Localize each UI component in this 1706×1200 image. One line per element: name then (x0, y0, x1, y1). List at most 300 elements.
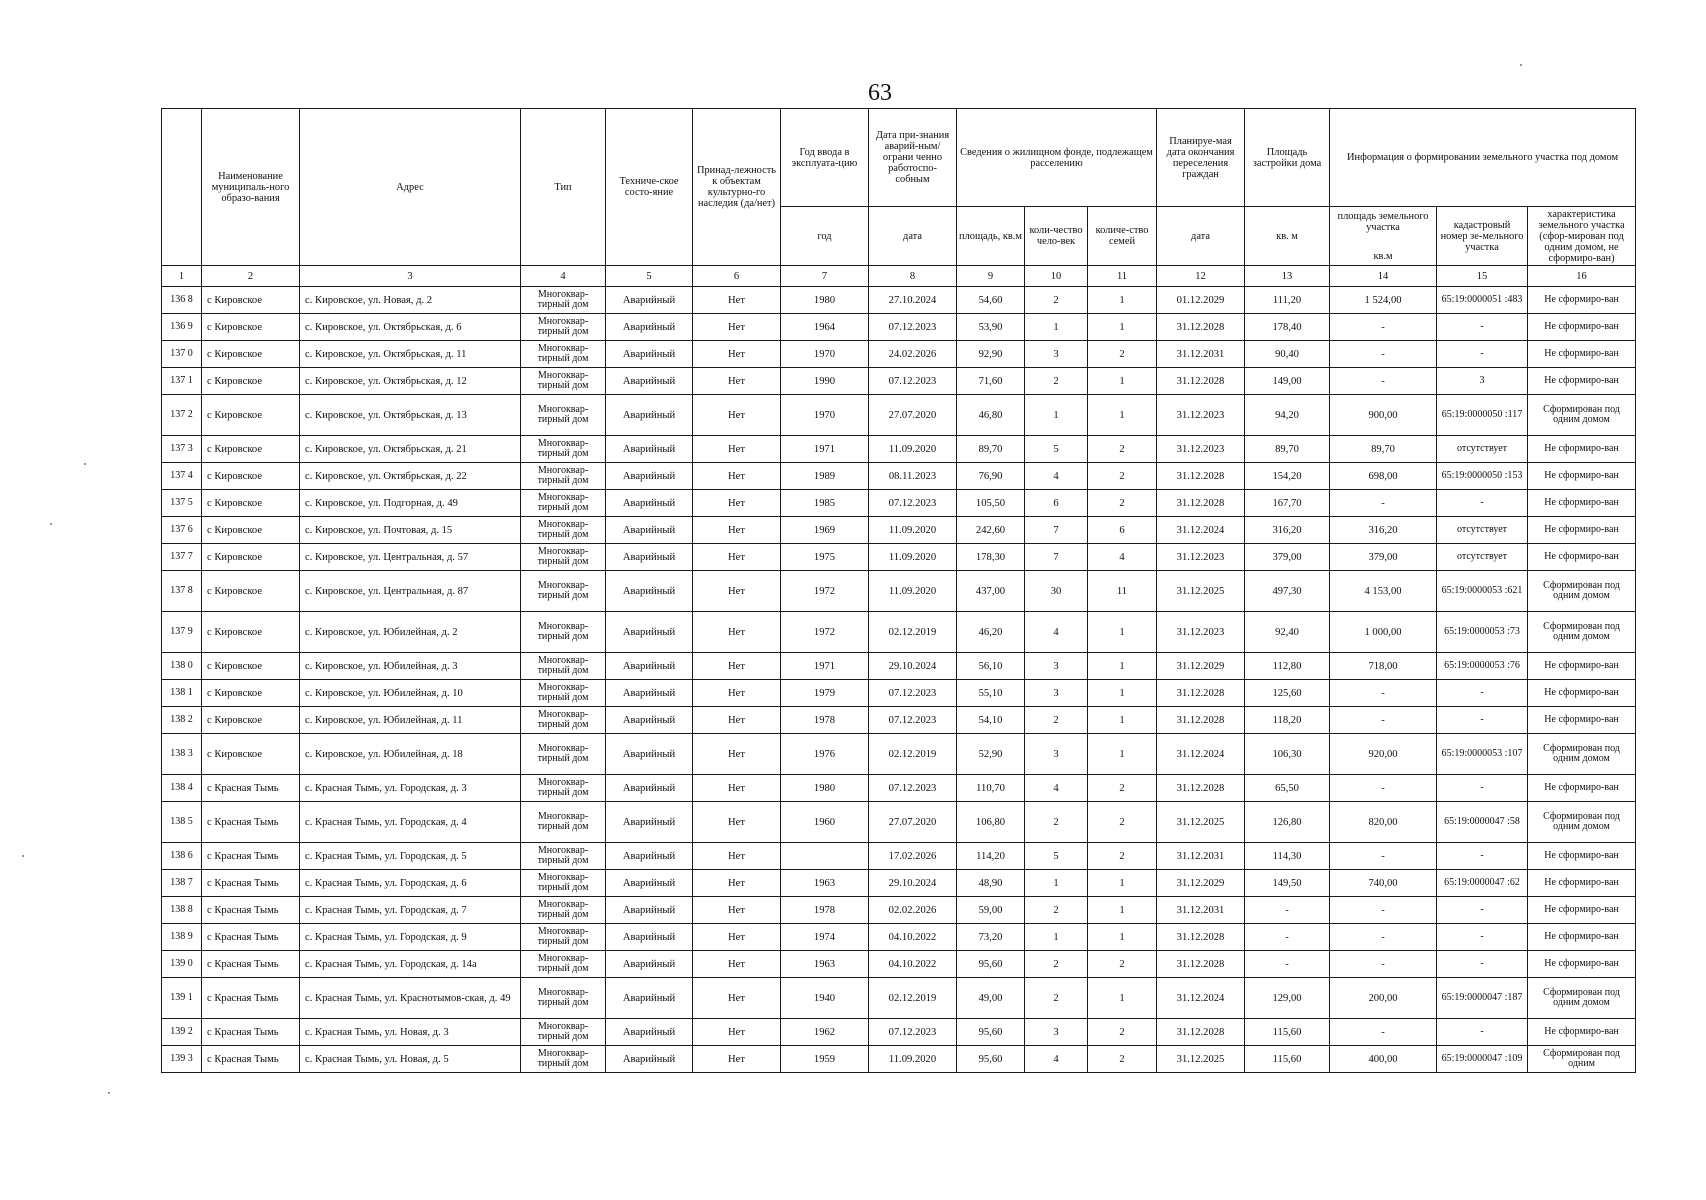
building-area-cell: 115,60 (1245, 1019, 1330, 1046)
land-characteristic-cell: Не сформиро-ван (1528, 775, 1636, 802)
emergency-date-cell: 07.12.2023 (869, 490, 957, 517)
land-characteristic-cell: Сформирован под одним домом (1528, 802, 1636, 843)
municipality-cell: с Красная Тымь (202, 775, 300, 802)
fund-families-cell: 1 (1088, 287, 1157, 314)
header-land-area-unit: кв.м (1373, 250, 1393, 262)
commission-year-cell: 1964 (781, 314, 869, 341)
header-heritage: Принад-лежность к объектам культурно-го наследия (да/нет) (693, 109, 781, 266)
row-number-cell: 138 6 (162, 843, 202, 870)
row-number-cell: 139 2 (162, 1019, 202, 1046)
column-number: 15 (1437, 266, 1528, 287)
municipality-cell: с Кировское (202, 490, 300, 517)
row-number-cell: 137 0 (162, 341, 202, 368)
housing-register (161, 108, 1635, 1073)
scan-speck (22, 855, 24, 857)
column-number: 7 (781, 266, 869, 287)
resettlement-date-cell: 31.12.2023 (1157, 544, 1245, 571)
address-cell: с. Кировское, ул. Октябрьская, д. 21 (300, 436, 521, 463)
table-row (162, 571, 1636, 612)
land-area-cell: - (1330, 341, 1437, 368)
commission-year-cell: 1972 (781, 612, 869, 653)
emergency-date-cell: 27.07.2020 (869, 802, 957, 843)
column-number: 11 (1088, 266, 1157, 287)
municipality-cell: с Кировское (202, 436, 300, 463)
technical-state-cell: Аварийный (606, 490, 693, 517)
resettlement-date-cell: 31.12.2028 (1157, 680, 1245, 707)
type-cell: Многоквар-тирный дом (521, 897, 606, 924)
cadastral-number-cell: 65:19:0000047 :187 (1437, 978, 1528, 1019)
fund-people-cell: 3 (1025, 653, 1088, 680)
building-area-cell: - (1245, 897, 1330, 924)
heritage-cell: Нет (693, 870, 781, 897)
fund-area-cell: 71,60 (957, 368, 1025, 395)
header-fund-families: количе-ство семей (1088, 207, 1157, 266)
resettlement-date-cell: 31.12.2028 (1157, 775, 1245, 802)
fund-area-cell: 105,50 (957, 490, 1025, 517)
row-number-cell: 136 8 (162, 287, 202, 314)
municipality-cell: с Красная Тымь (202, 802, 300, 843)
heritage-cell: Нет (693, 517, 781, 544)
emergency-date-cell: 11.09.2020 (869, 1046, 957, 1073)
land-area-cell: - (1330, 1019, 1437, 1046)
building-area-cell: 167,70 (1245, 490, 1330, 517)
resettlement-date-cell: 31.12.2028 (1157, 951, 1245, 978)
municipality-cell: с Кировское (202, 368, 300, 395)
land-characteristic-cell: Не сформиро-ван (1528, 544, 1636, 571)
resettlement-date-cell: 31.12.2028 (1157, 463, 1245, 490)
heritage-cell: Нет (693, 436, 781, 463)
building-area-cell: 92,40 (1245, 612, 1330, 653)
cadastral-number-cell: 65:19:0000053 :621 (1437, 571, 1528, 612)
fund-families-cell: 1 (1088, 707, 1157, 734)
type-cell: Многоквар-тирный дом (521, 490, 606, 517)
building-area-cell: 90,40 (1245, 341, 1330, 368)
land-area-cell: 400,00 (1330, 1046, 1437, 1073)
type-cell: Многоквар-тирный дом (521, 870, 606, 897)
fund-families-cell: 6 (1088, 517, 1157, 544)
emergency-date-cell: 29.10.2024 (869, 653, 957, 680)
commission-year-cell: 1980 (781, 775, 869, 802)
table-header (162, 109, 1636, 287)
header-building-area: Площадь застройки дома (1245, 109, 1330, 207)
technical-state-cell: Аварийный (606, 436, 693, 463)
header-housing-fund: Сведения о жилищном фонде, подлежащем расселению (957, 109, 1157, 207)
address-cell: с. Красная Тымь, ул. Городская, д. 7 (300, 897, 521, 924)
address-cell: с. Кировское, ул. Октябрьская, д. 11 (300, 341, 521, 368)
resettlement-date-cell: 31.12.2029 (1157, 653, 1245, 680)
table-row (162, 612, 1636, 653)
cadastral-number-cell: - (1437, 775, 1528, 802)
row-number-cell: 137 4 (162, 463, 202, 490)
column-number: 2 (202, 266, 300, 287)
heritage-cell: Нет (693, 490, 781, 517)
fund-area-cell: 53,90 (957, 314, 1025, 341)
land-characteristic-cell: Не сформиро-ван (1528, 707, 1636, 734)
land-characteristic-cell: Сформирован под одним домом (1528, 734, 1636, 775)
fund-people-cell: 7 (1025, 517, 1088, 544)
row-number-cell: 138 7 (162, 870, 202, 897)
column-number: 14 (1330, 266, 1437, 287)
row-number-cell: 137 6 (162, 517, 202, 544)
header-fund-people: коли-чество чело-век (1025, 207, 1088, 266)
row-number-cell: 137 8 (162, 571, 202, 612)
land-characteristic-cell: Не сформиро-ван (1528, 951, 1636, 978)
cadastral-number-cell: - (1437, 680, 1528, 707)
scan-speck (1520, 64, 1522, 66)
address-cell: с. Красная Тымь, ул. Городская, д. 6 (300, 870, 521, 897)
building-area-cell: 129,00 (1245, 978, 1330, 1019)
emergency-date-cell: 02.12.2019 (869, 978, 957, 1019)
header-resettlement-unit: дата (1157, 207, 1245, 266)
row-number-cell: 137 2 (162, 395, 202, 436)
row-number-cell: 138 8 (162, 897, 202, 924)
technical-state-cell: Аварийный (606, 870, 693, 897)
type-cell: Многоквар-тирный дом (521, 544, 606, 571)
fund-people-cell: 4 (1025, 1046, 1088, 1073)
column-number: 8 (869, 266, 957, 287)
fund-area-cell: 54,10 (957, 707, 1025, 734)
building-area-cell: 126,80 (1245, 802, 1330, 843)
cadastral-number-cell: отсутствует (1437, 517, 1528, 544)
commission-year-cell: 1971 (781, 436, 869, 463)
fund-area-cell: 54,60 (957, 287, 1025, 314)
type-cell: Многоквар-тирный дом (521, 775, 606, 802)
fund-area-cell: 73,20 (957, 924, 1025, 951)
row-number-cell: 139 3 (162, 1046, 202, 1073)
heritage-cell: Нет (693, 707, 781, 734)
fund-people-cell: 1 (1025, 924, 1088, 951)
address-cell: с. Кировское, ул. Октябрьская, д. 22 (300, 463, 521, 490)
building-area-cell: 497,30 (1245, 571, 1330, 612)
fund-area-cell: 95,60 (957, 1046, 1025, 1073)
commission-year-cell: 1975 (781, 544, 869, 571)
land-area-cell: - (1330, 951, 1437, 978)
emergency-date-cell: 07.12.2023 (869, 314, 957, 341)
address-cell: с. Кировское, ул. Юбилейная, д. 11 (300, 707, 521, 734)
header-address: Адрес (300, 109, 521, 266)
commission-year-cell: 1940 (781, 978, 869, 1019)
column-number: 13 (1245, 266, 1330, 287)
technical-state-cell: Аварийный (606, 612, 693, 653)
cadastral-number-cell: - (1437, 897, 1528, 924)
row-number-cell: 137 7 (162, 544, 202, 571)
land-area-cell: 900,00 (1330, 395, 1437, 436)
emergency-date-cell: 07.12.2023 (869, 707, 957, 734)
address-cell: с. Кировское, ул. Почтовая, д. 15 (300, 517, 521, 544)
fund-people-cell: 6 (1025, 490, 1088, 517)
table-row (162, 490, 1636, 517)
table-row (162, 924, 1636, 951)
cadastral-number-cell: 65:19:0000050 :117 (1437, 395, 1528, 436)
address-cell: с. Красная Тымь, ул. Краснотымов-ская, д. 49 (300, 978, 521, 1019)
address-cell: с. Кировское, ул. Юбилейная, д. 10 (300, 680, 521, 707)
table-row (162, 978, 1636, 1019)
resettlement-table (161, 108, 1636, 1073)
table-row (162, 463, 1636, 490)
column-number: 1 (162, 266, 202, 287)
resettlement-date-cell: 31.12.2023 (1157, 436, 1245, 463)
fund-families-cell: 1 (1088, 897, 1157, 924)
header-land-area (1330, 207, 1437, 266)
cadastral-number-cell: 65:19:0000051 :483 (1437, 287, 1528, 314)
fund-families-cell: 4 (1088, 544, 1157, 571)
header-commission-year: Год ввода в эксплуата-цию (781, 109, 869, 207)
municipality-cell: с Кировское (202, 571, 300, 612)
heritage-cell: Нет (693, 463, 781, 490)
table-row (162, 843, 1636, 870)
fund-families-cell: 1 (1088, 612, 1157, 653)
building-area-cell: 149,00 (1245, 368, 1330, 395)
cadastral-number-cell: 65:19:0000053 :107 (1437, 734, 1528, 775)
emergency-date-cell: 11.09.2020 (869, 517, 957, 544)
land-area-cell: - (1330, 924, 1437, 951)
land-area-cell: - (1330, 368, 1437, 395)
technical-state-cell: Аварийный (606, 924, 693, 951)
commission-year-cell (781, 843, 869, 870)
land-characteristic-cell: Не сформиро-ван (1528, 870, 1636, 897)
type-cell: Многоквар-тирный дом (521, 802, 606, 843)
fund-area-cell: 114,20 (957, 843, 1025, 870)
fund-area-cell: 92,90 (957, 341, 1025, 368)
fund-families-cell: 11 (1088, 571, 1157, 612)
type-cell: Многоквар-тирный дом (521, 517, 606, 544)
commission-year-cell: 1974 (781, 924, 869, 951)
fund-area-cell: 106,80 (957, 802, 1025, 843)
emergency-date-cell: 27.10.2024 (869, 287, 957, 314)
resettlement-date-cell: 31.12.2023 (1157, 395, 1245, 436)
table-row (162, 544, 1636, 571)
cadastral-number-cell: - (1437, 707, 1528, 734)
type-cell: Многоквар-тирный дом (521, 978, 606, 1019)
municipality-cell: с Кировское (202, 287, 300, 314)
row-number-cell: 137 1 (162, 368, 202, 395)
commission-year-cell: 1972 (781, 571, 869, 612)
land-characteristic-cell: Не сформиро-ван (1528, 843, 1636, 870)
fund-people-cell: 1 (1025, 395, 1088, 436)
row-number-cell: 137 3 (162, 436, 202, 463)
type-cell: Многоквар-тирный дом (521, 1019, 606, 1046)
building-area-cell: 65,50 (1245, 775, 1330, 802)
type-cell: Многоквар-тирный дом (521, 951, 606, 978)
commission-year-cell: 1980 (781, 287, 869, 314)
header-building-unit: кв. м (1245, 207, 1330, 266)
address-cell: с. Кировское, ул. Юбилейная, д. 3 (300, 653, 521, 680)
technical-state-cell: Аварийный (606, 368, 693, 395)
heritage-cell: Нет (693, 951, 781, 978)
building-area-cell: 154,20 (1245, 463, 1330, 490)
table-row (162, 1046, 1636, 1073)
row-number-cell: 137 9 (162, 612, 202, 653)
emergency-date-cell: 11.09.2020 (869, 436, 957, 463)
column-number: 9 (957, 266, 1025, 287)
building-area-cell: 114,30 (1245, 843, 1330, 870)
cadastral-number-cell: 65:19:0000047 :109 (1437, 1046, 1528, 1073)
building-area-cell: - (1245, 924, 1330, 951)
commission-year-cell: 1970 (781, 341, 869, 368)
emergency-date-cell: 07.12.2023 (869, 680, 957, 707)
commission-year-cell: 1979 (781, 680, 869, 707)
column-number: 5 (606, 266, 693, 287)
building-area-cell: 115,60 (1245, 1046, 1330, 1073)
commission-year-cell: 1969 (781, 517, 869, 544)
municipality-cell: с Красная Тымь (202, 1046, 300, 1073)
fund-families-cell: 2 (1088, 1046, 1157, 1073)
land-area-cell: 698,00 (1330, 463, 1437, 490)
cadastral-number-cell: - (1437, 314, 1528, 341)
column-number: 16 (1528, 266, 1636, 287)
fund-area-cell: 437,00 (957, 571, 1025, 612)
cadastral-number-cell: 65:19:0000053 :76 (1437, 653, 1528, 680)
fund-families-cell: 2 (1088, 775, 1157, 802)
land-characteristic-cell: Не сформиро-ван (1528, 368, 1636, 395)
type-cell: Многоквар-тирный дом (521, 734, 606, 775)
type-cell: Многоквар-тирный дом (521, 1046, 606, 1073)
municipality-cell: с Красная Тымь (202, 843, 300, 870)
commission-year-cell: 1963 (781, 870, 869, 897)
fund-people-cell: 2 (1025, 897, 1088, 924)
address-cell: с. Кировское, ул. Октябрьская, д. 12 (300, 368, 521, 395)
column-number: 12 (1157, 266, 1245, 287)
cadastral-number-cell: - (1437, 924, 1528, 951)
row-number-cell: 138 0 (162, 653, 202, 680)
fund-people-cell: 3 (1025, 734, 1088, 775)
fund-families-cell: 2 (1088, 341, 1157, 368)
land-characteristic-cell: Сформирован под одним домом (1528, 395, 1636, 436)
fund-people-cell: 30 (1025, 571, 1088, 612)
header-land-characteristic: характеристика земельного участка (сфор-мирован под одним домом, не сформиро-ван) (1528, 207, 1636, 266)
technical-state-cell: Аварийный (606, 775, 693, 802)
address-cell: с. Кировское, ул. Центральная, д. 57 (300, 544, 521, 571)
municipality-cell: с Кировское (202, 707, 300, 734)
heritage-cell: Нет (693, 395, 781, 436)
cadastral-number-cell: - (1437, 490, 1528, 517)
heritage-cell: Нет (693, 802, 781, 843)
type-cell: Многоквар-тирный дом (521, 395, 606, 436)
building-area-cell: 112,80 (1245, 653, 1330, 680)
fund-people-cell: 2 (1025, 368, 1088, 395)
heritage-cell: Нет (693, 653, 781, 680)
land-characteristic-cell: Не сформиро-ван (1528, 341, 1636, 368)
building-area-cell: - (1245, 951, 1330, 978)
fund-area-cell: 46,20 (957, 612, 1025, 653)
fund-families-cell: 1 (1088, 924, 1157, 951)
emergency-date-cell: 17.02.2026 (869, 843, 957, 870)
header-type: Тип (521, 109, 606, 266)
address-cell: с. Красная Тымь, ул. Городская, д. 9 (300, 924, 521, 951)
resettlement-date-cell: 31.12.2023 (1157, 612, 1245, 653)
land-area-cell: 4 153,00 (1330, 571, 1437, 612)
fund-families-cell: 2 (1088, 1019, 1157, 1046)
type-cell: Многоквар-тирный дом (521, 924, 606, 951)
fund-people-cell: 1 (1025, 314, 1088, 341)
address-cell: с. Кировское, ул. Юбилейная, д. 18 (300, 734, 521, 775)
cadastral-number-cell: 65:19:0000047 :58 (1437, 802, 1528, 843)
land-area-cell: - (1330, 843, 1437, 870)
technical-state-cell: Аварийный (606, 680, 693, 707)
heritage-cell: Нет (693, 612, 781, 653)
fund-people-cell: 2 (1025, 707, 1088, 734)
fund-area-cell: 178,30 (957, 544, 1025, 571)
municipality-cell: с Кировское (202, 544, 300, 571)
cadastral-number-cell: 65:19:0000053 :73 (1437, 612, 1528, 653)
commission-year-cell: 1959 (781, 1046, 869, 1073)
fund-area-cell: 95,60 (957, 1019, 1025, 1046)
row-number-cell: 139 1 (162, 978, 202, 1019)
heritage-cell: Нет (693, 341, 781, 368)
heritage-cell: Нет (693, 775, 781, 802)
building-area-cell: 118,20 (1245, 707, 1330, 734)
fund-people-cell: 2 (1025, 287, 1088, 314)
address-cell: с. Красная Тымь, ул. Городская, д. 3 (300, 775, 521, 802)
row-number-cell: 138 2 (162, 707, 202, 734)
fund-families-cell: 1 (1088, 680, 1157, 707)
type-cell: Многоквар-тирный дом (521, 368, 606, 395)
emergency-date-cell: 04.10.2022 (869, 924, 957, 951)
table-row (162, 341, 1636, 368)
table-row (162, 436, 1636, 463)
fund-families-cell: 2 (1088, 951, 1157, 978)
address-cell: с. Красная Тымь, ул. Городская, д. 14а (300, 951, 521, 978)
fund-area-cell: 48,90 (957, 870, 1025, 897)
municipality-cell: с Красная Тымь (202, 1019, 300, 1046)
municipality-cell: с Красная Тымь (202, 870, 300, 897)
resettlement-date-cell: 31.12.2024 (1157, 517, 1245, 544)
heritage-cell: Нет (693, 978, 781, 1019)
fund-families-cell: 1 (1088, 870, 1157, 897)
commission-year-cell: 1960 (781, 802, 869, 843)
technical-state-cell: Аварийный (606, 571, 693, 612)
type-cell: Многоквар-тирный дом (521, 436, 606, 463)
municipality-cell: с Кировское (202, 463, 300, 490)
heritage-cell: Нет (693, 734, 781, 775)
land-characteristic-cell: Сформирован под одним (1528, 1046, 1636, 1073)
header-date-unit: дата (869, 207, 957, 266)
type-cell: Многоквар-тирный дом (521, 314, 606, 341)
commission-year-cell: 1963 (781, 951, 869, 978)
resettlement-date-cell: 31.12.2031 (1157, 341, 1245, 368)
heritage-cell: Нет (693, 1046, 781, 1073)
resettlement-date-cell: 31.12.2031 (1157, 843, 1245, 870)
resettlement-date-cell: 31.12.2028 (1157, 314, 1245, 341)
technical-state-cell: Аварийный (606, 463, 693, 490)
land-area-cell: 200,00 (1330, 978, 1437, 1019)
building-area-cell: 89,70 (1245, 436, 1330, 463)
table-row (162, 802, 1636, 843)
fund-people-cell: 5 (1025, 843, 1088, 870)
column-number: 10 (1025, 266, 1088, 287)
address-cell: с. Кировское, ул. Подгорная, д. 49 (300, 490, 521, 517)
municipality-cell: с Кировское (202, 612, 300, 653)
table-row (162, 653, 1636, 680)
cadastral-number-cell: 65:19:0000050 :153 (1437, 463, 1528, 490)
cadastral-number-cell: - (1437, 843, 1528, 870)
land-characteristic-cell: Не сформиро-ван (1528, 314, 1636, 341)
building-area-cell: 178,40 (1245, 314, 1330, 341)
fund-people-cell: 3 (1025, 680, 1088, 707)
table-row (162, 368, 1636, 395)
municipality-cell: с Красная Тымь (202, 897, 300, 924)
row-number-cell: 139 0 (162, 951, 202, 978)
commission-year-cell: 1990 (781, 368, 869, 395)
address-cell: с. Кировское, ул. Юбилейная, д. 2 (300, 612, 521, 653)
building-area-cell: 125,60 (1245, 680, 1330, 707)
table-row (162, 680, 1636, 707)
table-row (162, 707, 1636, 734)
column-number: 6 (693, 266, 781, 287)
fund-families-cell: 1 (1088, 653, 1157, 680)
cadastral-number-cell: отсутствует (1437, 436, 1528, 463)
type-cell: Многоквар-тирный дом (521, 341, 606, 368)
